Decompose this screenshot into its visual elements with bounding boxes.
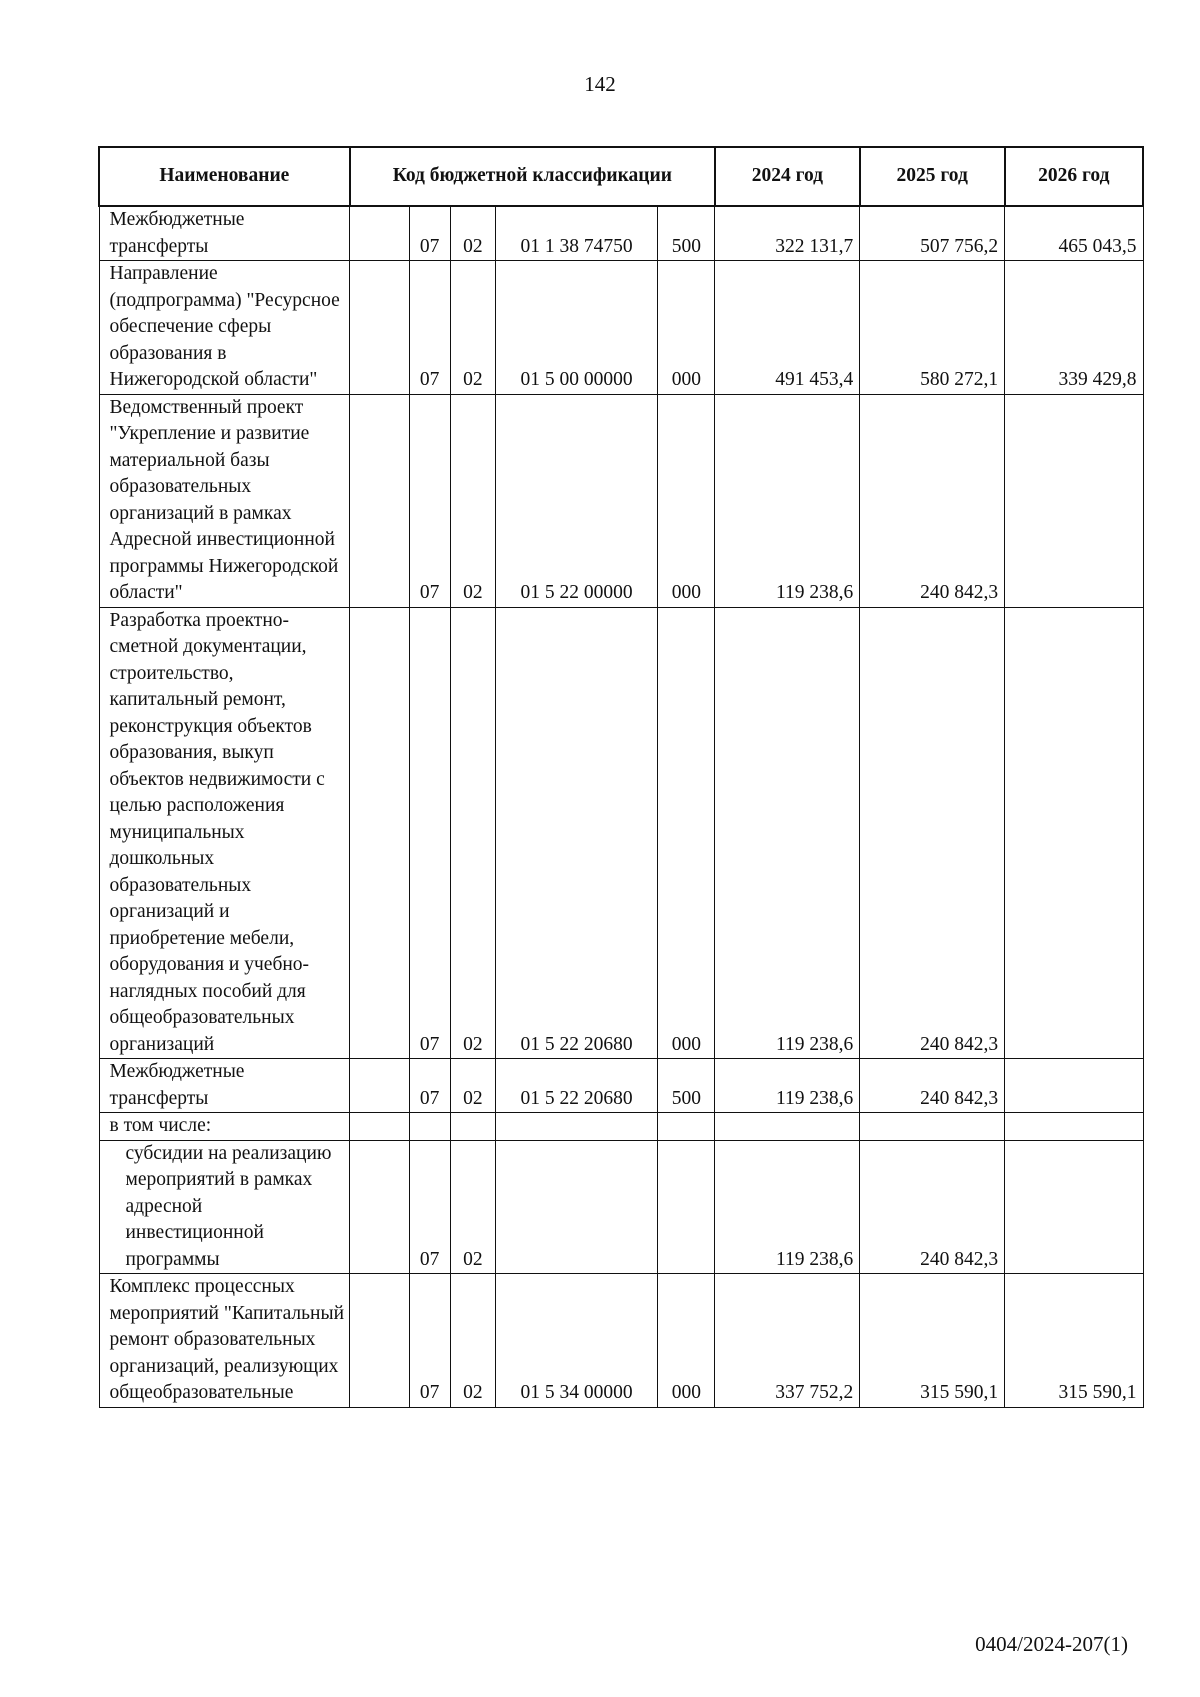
- row-code-target: 01 5 34 00000: [496, 1274, 658, 1408]
- row-code-section: 07: [409, 1274, 450, 1408]
- document-registration-number: 0404/2024-207(1): [975, 1632, 1128, 1656]
- table-row: [99, 1113, 1143, 1141]
- row-2025: 240 842,3: [860, 607, 1005, 1059]
- row-2024: 322 131,7: [715, 206, 860, 261]
- table-row: [99, 1059, 1143, 1113]
- row-code-type: 000: [658, 261, 715, 395]
- row-name: Комплекс процессных мероприятий "Капитальный ремонт образовательных организаций, реализующих общеобразовательные: [99, 1274, 350, 1408]
- row-2026: [1005, 1140, 1143, 1274]
- row-2026: 315 590,1: [1005, 1274, 1143, 1408]
- row-name: Межбюджетные трансферты: [99, 206, 350, 261]
- row-name: субсидии на реализацию мероприятий в рамках адресной инвестиционной программы: [99, 1140, 350, 1274]
- row-2024: [715, 1113, 860, 1141]
- table-row: [99, 1140, 1143, 1274]
- row-code-type: 000: [658, 607, 715, 1059]
- header-2026: 2026 год: [1005, 147, 1143, 206]
- row-code-subsection: 02: [450, 1274, 495, 1408]
- row-code-type: 500: [658, 206, 715, 261]
- table-row: [99, 394, 1143, 607]
- row-code-type: 000: [658, 1274, 715, 1408]
- row-code-type: [658, 1113, 715, 1141]
- row-code-target: 01 5 22 20680: [496, 607, 658, 1059]
- row-code-target: [496, 1113, 658, 1141]
- row-2026: 339 429,8: [1005, 261, 1143, 395]
- row-code-section: 07: [409, 1140, 450, 1274]
- row-2024: 491 453,4: [715, 261, 860, 395]
- row-name: в том числе:: [99, 1113, 350, 1141]
- row-2025: 580 272,1: [860, 261, 1005, 395]
- table-row: [99, 1274, 1143, 1408]
- row-name: Разработка проектно-сметной документации, строительство, капитальный ремонт, реконструкция объектов образования, выкуп объектов недвижимости с целью расположения муниципальных дошкольных образовательных организаций и приобретение мебели, оборудования и учебно-наглядных пособий для общеобразовательных организаций: [99, 607, 350, 1059]
- row-code-target: [496, 1140, 658, 1274]
- row-2026: 465 043,5: [1005, 206, 1143, 261]
- row-name: Направление (подпрограмма) "Ресурсное обеспечение сферы образования в Нижегородской области": [99, 261, 350, 395]
- row-2025: 240 842,3: [860, 1140, 1005, 1274]
- row-code-1: [350, 1059, 409, 1113]
- row-code-subsection: 02: [450, 394, 495, 607]
- row-code-section: 07: [409, 1059, 450, 1113]
- row-code-section: 07: [409, 261, 450, 395]
- table-row: [99, 607, 1143, 1059]
- row-2024: 119 238,6: [715, 1059, 860, 1113]
- row-code-target: 01 5 22 00000: [496, 394, 658, 607]
- row-2025: [860, 1113, 1005, 1141]
- row-2024: 119 238,6: [715, 607, 860, 1059]
- row-2024: 119 238,6: [715, 1140, 860, 1274]
- row-code-subsection: 02: [450, 607, 495, 1059]
- row-2024: 119 238,6: [715, 394, 860, 607]
- row-code-1: [350, 206, 409, 261]
- header-code: Код бюджетной классификации: [350, 147, 715, 206]
- row-code-1: [350, 607, 409, 1059]
- row-code-subsection: [450, 1113, 495, 1141]
- table-header-row: [99, 147, 1143, 206]
- row-code-section: 07: [409, 206, 450, 261]
- row-2025: 240 842,3: [860, 1059, 1005, 1113]
- row-2026: [1005, 1113, 1143, 1141]
- budget-table: [98, 146, 1144, 1408]
- row-2025: 240 842,3: [860, 394, 1005, 607]
- row-2026: [1005, 394, 1143, 607]
- row-code-1: [350, 394, 409, 607]
- row-code-subsection: 02: [450, 1140, 495, 1274]
- header-name: Наименование: [99, 147, 350, 206]
- row-code-type: [658, 1140, 715, 1274]
- row-code-target: 01 5 00 00000: [496, 261, 658, 395]
- row-code-1: [350, 1274, 409, 1408]
- row-code-1: [350, 1140, 409, 1274]
- row-code-1: [350, 1113, 409, 1141]
- page-number: 142: [584, 72, 616, 96]
- row-code-1: [350, 261, 409, 395]
- row-name: Межбюджетные трансферты: [99, 1059, 350, 1113]
- row-2025: 315 590,1: [860, 1274, 1005, 1408]
- row-code-type: 500: [658, 1059, 715, 1113]
- row-code-subsection: 02: [450, 206, 495, 261]
- row-2026: [1005, 1059, 1143, 1113]
- row-code-subsection: 02: [450, 261, 495, 395]
- row-code-section: 07: [409, 607, 450, 1059]
- row-code-section: 07: [409, 394, 450, 607]
- row-2025: 507 756,2: [860, 206, 1005, 261]
- row-code-type: 000: [658, 394, 715, 607]
- table-row: [99, 206, 1143, 261]
- row-code-section: [409, 1113, 450, 1141]
- row-name: Ведомственный проект "Укрепление и развитие материальной базы образовательных организаций в рамках Адресной инвестиционной программы Нижегородской области": [99, 394, 350, 607]
- row-2024: 337 752,2: [715, 1274, 860, 1408]
- row-code-subsection: 02: [450, 1059, 495, 1113]
- header-2025: 2025 год: [860, 147, 1005, 206]
- row-code-target: 01 5 22 20680: [496, 1059, 658, 1113]
- row-2026: [1005, 607, 1143, 1059]
- table-row: [99, 261, 1143, 395]
- row-code-target: 01 1 38 74750: [496, 206, 658, 261]
- header-2024: 2024 год: [715, 147, 860, 206]
